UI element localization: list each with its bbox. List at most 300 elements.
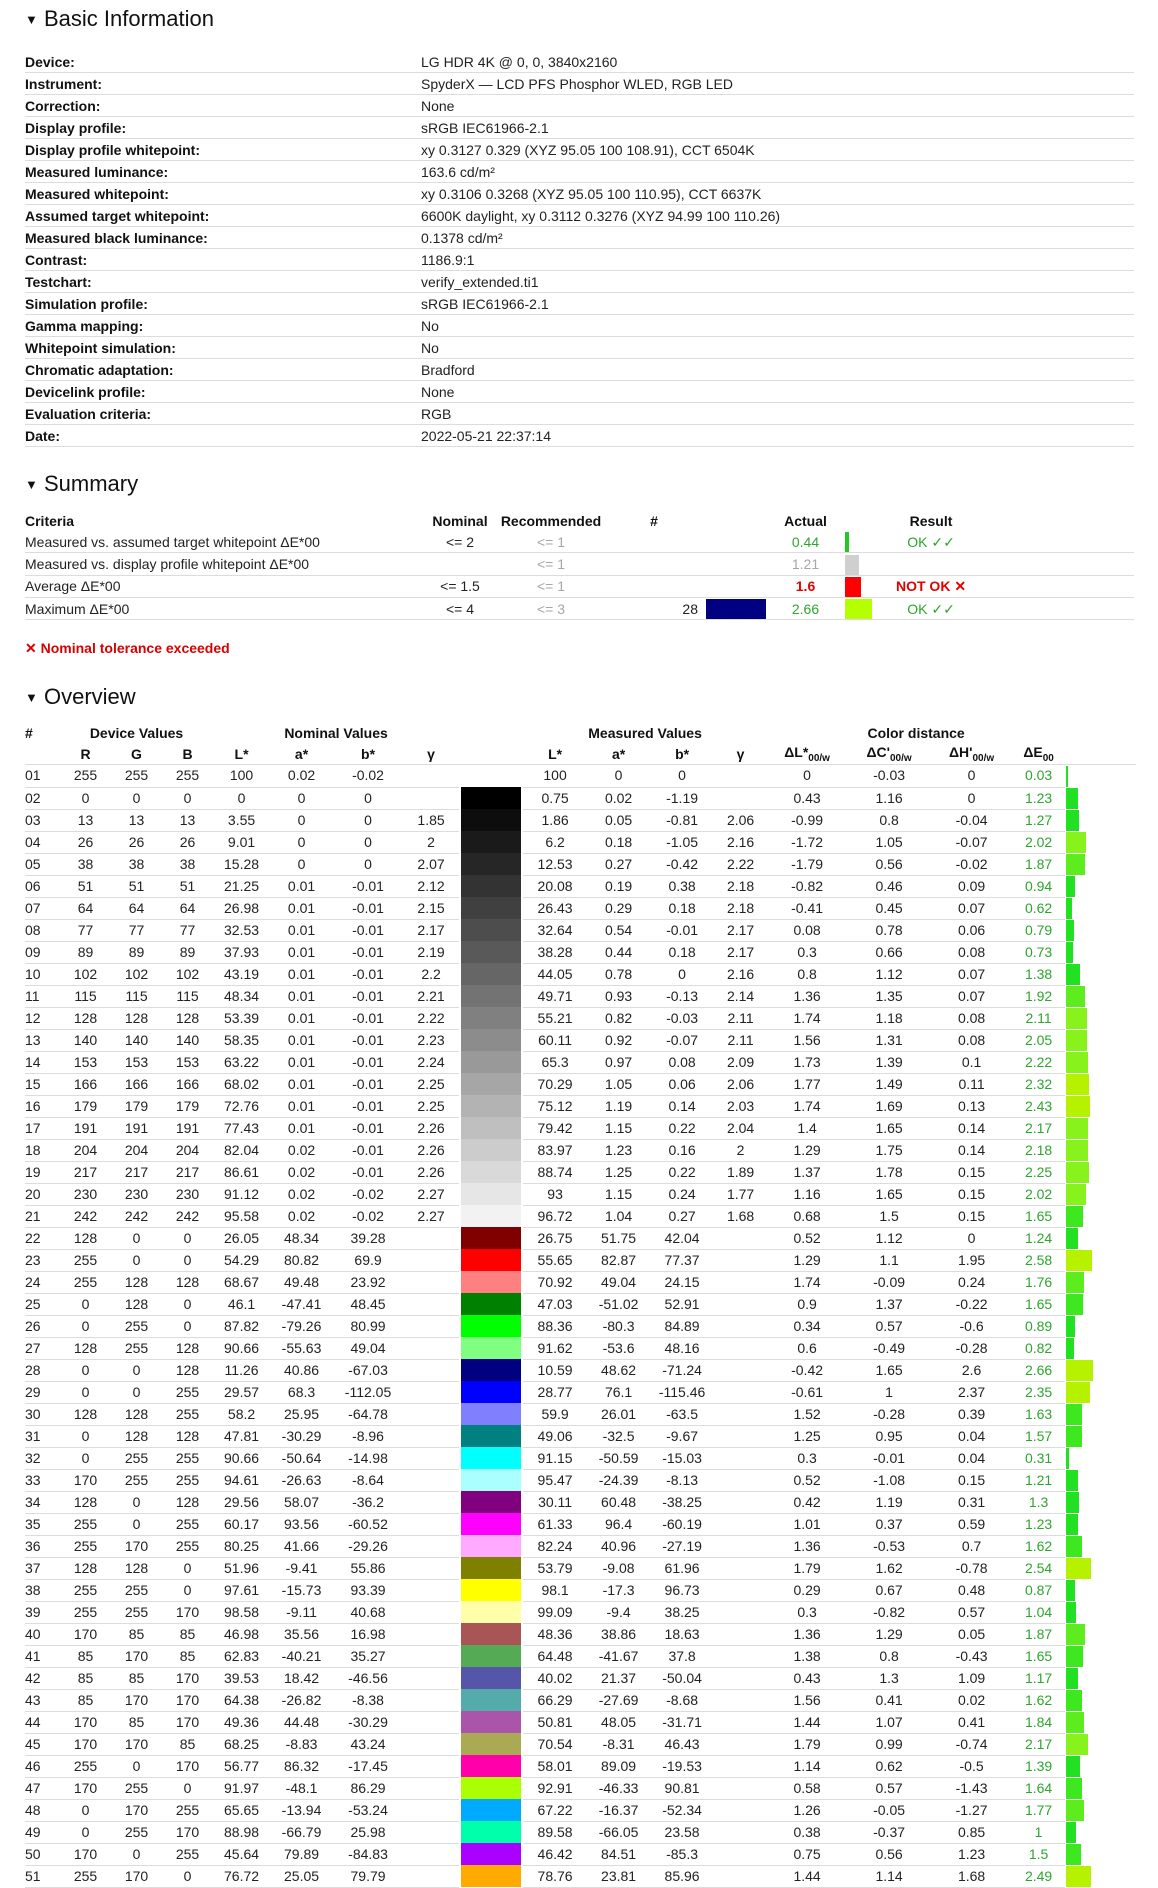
delta-l-cell: 0.38 (767, 1821, 847, 1843)
patch-row (25, 787, 1136, 809)
delta-l-cell: 0.68 (767, 1205, 847, 1227)
actual-bar-cell (845, 553, 882, 575)
g-cell: 255 (111, 1447, 162, 1469)
g-cell: 64 (111, 897, 162, 919)
delta-c-cell: 0.95 (847, 1425, 931, 1447)
delta-e-cell: 2.66 (1012, 1359, 1065, 1381)
measured-b-cell: 61.96 (650, 1557, 714, 1579)
measured-a-cell: 60.48 (587, 1491, 650, 1513)
nominal-b-cell: -60.52 (333, 1513, 403, 1535)
collapse-triangle-icon[interactable]: ▼ (25, 477, 38, 492)
measured-a-cell: 1.15 (587, 1117, 650, 1139)
index-cell: 46 (25, 1755, 60, 1777)
b-cell: 170 (162, 1711, 213, 1733)
recommended-cell: <= 1 (500, 575, 602, 597)
r-cell: 255 (60, 765, 111, 788)
criteria-cell: Maximum ΔE*00 (25, 597, 420, 619)
patch-swatch (459, 1161, 523, 1183)
measured-l-cell: 0.75 (523, 787, 587, 809)
delta-h-header: $\Delta H'_{00/w}$ (931, 743, 1012, 765)
measured-gamma-cell (714, 1271, 767, 1293)
delta-l-cell: 1.74 (767, 1007, 847, 1029)
delta-h-cell: 0.07 (931, 897, 1012, 919)
g-cell: 128 (111, 1425, 162, 1447)
delta-c-cell: 0.66 (847, 941, 931, 963)
g-cell: 128 (111, 1007, 162, 1029)
nominal-l-cell: 80.25 (213, 1535, 270, 1557)
g-cell: 38 (111, 853, 162, 875)
nominal-b-cell: -53.24 (333, 1799, 403, 1821)
nominal-b-cell: -0.01 (333, 1139, 403, 1161)
delta-h-cell: -1.27 (931, 1799, 1012, 1821)
nominal-b-cell: 55.86 (333, 1557, 403, 1579)
r-cell: 255 (60, 1755, 111, 1777)
nominal-b-cell: -0.02 (333, 765, 403, 788)
overview-heading[interactable] (25, 684, 1134, 710)
nominal-gamma-cell (403, 1865, 459, 1887)
delta-e-cell: 0.89 (1012, 1315, 1065, 1337)
swatch-fill (461, 1821, 521, 1843)
measured-gamma-cell (714, 1469, 767, 1491)
r-cell: 77 (60, 919, 111, 941)
delta-e-bar-cell (1065, 1799, 1136, 1821)
patch-swatch (459, 1645, 523, 1667)
r-cell: 13 (60, 809, 111, 831)
result-header: Result (909, 512, 953, 529)
collapse-triangle-icon[interactable]: ▼ (25, 12, 38, 27)
swatch-fill (461, 1447, 521, 1469)
delta-c-cell: 1 (847, 1381, 931, 1403)
nominal-b-cell: 48.45 (333, 1293, 403, 1315)
nominal-b-cell: 40.68 (333, 1601, 403, 1623)
worst-patch-swatch (706, 531, 766, 553)
delta-h-cell: 0.48 (931, 1579, 1012, 1601)
delta-e-bar (1066, 1822, 1076, 1843)
delta-e-bar-cell (1065, 875, 1136, 897)
nominal-cell: <= 2 (420, 531, 500, 553)
r-cell: 0 (60, 1359, 111, 1381)
index-cell: 20 (25, 1183, 60, 1205)
measured-l-cell: 47.03 (523, 1293, 587, 1315)
measured-a-cell: -46.33 (587, 1777, 650, 1799)
nominal-l-cell: 15.28 (213, 853, 270, 875)
patch-row (25, 897, 1136, 919)
delta-l-cell: 0.43 (767, 1667, 847, 1689)
overview-table (25, 722, 1136, 1888)
delta-e-cell: 0.87 (1012, 1579, 1065, 1601)
measured-gamma-cell (714, 1601, 767, 1623)
basic-info-row (25, 315, 1134, 337)
nominal-l-cell: 9.01 (213, 831, 270, 853)
swatch-fill (461, 1843, 521, 1865)
b-cell: 13 (162, 809, 213, 831)
measured-b-cell: 18.63 (650, 1623, 714, 1645)
delta-e-cell: 1.84 (1012, 1711, 1065, 1733)
delta-h-cell: -0.74 (931, 1733, 1012, 1755)
measured-a-cell: 0.78 (587, 963, 650, 985)
basic-info-label: Measured whitepoint: (25, 183, 421, 205)
actual-bar (845, 532, 849, 552)
delta-e-bar-cell (1065, 897, 1136, 919)
delta-e-bar (1066, 1272, 1084, 1293)
delta-h-cell: 0.15 (931, 1161, 1012, 1183)
nominal-a-cell: 25.95 (270, 1403, 333, 1425)
delta-c-cell: 0.45 (847, 897, 931, 919)
nominal-a-cell: 68.3 (270, 1381, 333, 1403)
nominal-a-cell: 18.42 (270, 1667, 333, 1689)
delta-e-cell: 2.22 (1012, 1051, 1065, 1073)
nominal-l-cell: 91.12 (213, 1183, 270, 1205)
patch-swatch (459, 1183, 523, 1205)
patch-row (25, 1601, 1136, 1623)
basic-info-row (25, 95, 1134, 117)
g-cell: 13 (111, 809, 162, 831)
delta-c-cell: -0.01 (847, 1447, 931, 1469)
measured-gamma-cell (714, 1359, 767, 1381)
delta-e-bar-cell (1065, 1227, 1136, 1249)
g-cell: 102 (111, 963, 162, 985)
r-cell: 0 (60, 1799, 111, 1821)
delta-e-bar (1066, 1096, 1090, 1117)
swatch-fill (461, 1183, 521, 1205)
delta-e-cell: 1.65 (1012, 1645, 1065, 1667)
delta-e-bar-cell (1065, 985, 1136, 1007)
measured-l-cell: 48.36 (523, 1623, 587, 1645)
basic-info-label: Gamma mapping: (25, 315, 421, 337)
nominal-l-cell: 64.38 (213, 1689, 270, 1711)
measured-gamma-cell (714, 1249, 767, 1271)
measured-a-cell: 0.19 (587, 875, 650, 897)
nominal-gamma-cell: 2 (403, 831, 459, 853)
measured-b-cell: 42.04 (650, 1227, 714, 1249)
measured-gamma-cell (714, 1865, 767, 1887)
delta-c-cell: -0.09 (847, 1271, 931, 1293)
delta-e-bar (1066, 1470, 1078, 1491)
delta-l-cell: 0.34 (767, 1315, 847, 1337)
delta-c-cell: 1.65 (847, 1183, 931, 1205)
summary-row (25, 575, 1134, 597)
r-cell: 128 (60, 1227, 111, 1249)
measured-a-cell: 0.97 (587, 1051, 650, 1073)
delta-h-cell: 0.7 (931, 1535, 1012, 1557)
nominal-gamma-cell (403, 787, 459, 809)
patch-swatch (459, 1337, 523, 1359)
nominal-gamma-cell (403, 765, 459, 788)
delta-e-bar-cell (1065, 1579, 1136, 1601)
actual-header: Actual (784, 512, 827, 529)
measured-l-cell: 70.29 (523, 1073, 587, 1095)
g-cell: 255 (111, 1601, 162, 1623)
measured-gamma-cell: 2.11 (714, 1007, 767, 1029)
nominal-b-cell: 0 (333, 787, 403, 809)
actual-cell: 1.6 (766, 575, 845, 597)
nominal-l-cell: 3.55 (213, 809, 270, 831)
measured-b-cell: -0.42 (650, 853, 714, 875)
patch-swatch (459, 1777, 523, 1799)
measured-a-cell: -66.05 (587, 1821, 650, 1843)
g-cell: 255 (111, 1469, 162, 1491)
measured-a-cell: 0.27 (587, 853, 650, 875)
patch-row (25, 1051, 1136, 1073)
nominal-a-cell: -79.26 (270, 1315, 333, 1337)
delta-e-bar-cell (1065, 1667, 1136, 1689)
delta-l-cell: 0.52 (767, 1227, 847, 1249)
nominal-l-cell: 86.61 (213, 1161, 270, 1183)
delta-e-bar (1066, 1558, 1091, 1579)
measured-gamma-cell (714, 1579, 767, 1601)
nominal-a-cell: -48.1 (270, 1777, 333, 1799)
measured-b-cell: 37.8 (650, 1645, 714, 1667)
patch-row (25, 1799, 1136, 1821)
delta-e-bar-cell (1065, 1029, 1136, 1051)
measured-l-cell: 28.77 (523, 1381, 587, 1403)
delta-l-cell: 0.3 (767, 941, 847, 963)
basic-info-row (25, 139, 1134, 161)
b-cell: 102 (162, 963, 213, 985)
r-cell: 0 (60, 787, 111, 809)
nominal-l-cell: 26.98 (213, 897, 270, 919)
swatch-fill (461, 1733, 521, 1755)
measured-gamma-cell: 1.89 (714, 1161, 767, 1183)
delta-e-cell: 1.77 (1012, 1799, 1065, 1821)
patch-swatch (459, 1271, 523, 1293)
count-cell (602, 531, 706, 553)
delta-e-bar-cell (1065, 1513, 1136, 1535)
measured-gamma-cell (714, 1777, 767, 1799)
nominal-l-cell: 29.56 (213, 1491, 270, 1513)
nominal-gamma-cell (403, 1403, 459, 1425)
nominal-l-cell: 98.58 (213, 1601, 270, 1623)
nominal-l-cell: 37.93 (213, 941, 270, 963)
r-cell: 153 (60, 1051, 111, 1073)
delta-e-cell: 1.24 (1012, 1227, 1065, 1249)
swatch-col-header (459, 743, 523, 765)
delta-l-cell: 1.36 (767, 1535, 847, 1557)
r-cell: 128 (60, 1557, 111, 1579)
swatch-fill (461, 1469, 521, 1491)
nominal-b-cell: -0.01 (333, 1161, 403, 1183)
patch-row (25, 1007, 1136, 1029)
nominal-gamma-cell: 2.07 (403, 853, 459, 875)
delta-e-bar-cell (1065, 1073, 1136, 1095)
delta-e-bar (1066, 1030, 1087, 1051)
bar-spacer-header (1065, 722, 1136, 743)
b-cell: 128 (162, 1337, 213, 1359)
index-cell: 02 (25, 787, 60, 809)
delta-h-cell: 0.08 (931, 941, 1012, 963)
basic-info-label: Devicelink profile: (25, 381, 421, 403)
nominal-gamma-cell (403, 1425, 459, 1447)
measured-gamma-cell: 2.18 (714, 897, 767, 919)
nominal-l-cell: 62.83 (213, 1645, 270, 1667)
nominal-a-cell: 0.02 (270, 1205, 333, 1227)
r-cell: 255 (60, 1579, 111, 1601)
measured-l-cell: 96.72 (523, 1205, 587, 1227)
delta-c-cell: -1.08 (847, 1469, 931, 1491)
count-cell (602, 575, 706, 597)
delta-c-cell: 1.65 (847, 1359, 931, 1381)
measured-b-cell: -31.71 (650, 1711, 714, 1733)
measured-a-cell: 26.01 (587, 1403, 650, 1425)
recommended-header: Recommended (500, 512, 602, 529)
nominal-a-cell: 0 (270, 809, 333, 831)
delta-l-header: $\Delta L*_{00/w}$ (767, 743, 847, 765)
delta-e-bar-cell (1065, 1733, 1136, 1755)
b-cell: 255 (162, 1799, 213, 1821)
patch-row (25, 1821, 1136, 1843)
measured-l-cell: 75.12 (523, 1095, 587, 1117)
basic-info-row (25, 293, 1134, 315)
measured-b-header: b* (650, 743, 714, 765)
patch-swatch (459, 1865, 523, 1887)
patch-row (25, 1315, 1136, 1337)
basic-info-row (25, 161, 1134, 183)
actual-cell: 2.66 (766, 597, 845, 619)
basic-info-value: 2022-05-21 22:37:14 (421, 425, 1134, 447)
delta-e-bar (1066, 1492, 1079, 1513)
delta-h-cell: 0.14 (931, 1117, 1012, 1139)
index-cell: 32 (25, 1447, 60, 1469)
actual-bar (845, 577, 861, 597)
basic-info-row (25, 337, 1134, 359)
measured-gamma-cell: 2.06 (714, 809, 767, 831)
measured-gamma-cell (714, 1293, 767, 1315)
basic-info-value: sRGB IEC61966-2.1 (421, 117, 1134, 139)
measured-gamma-cell (714, 787, 767, 809)
measured-a-cell: -80.3 (587, 1315, 650, 1337)
result-cell: OK ✓✓ (882, 531, 980, 553)
r-cell: 255 (60, 1249, 111, 1271)
nominal-gamma-cell (403, 1557, 459, 1579)
nominal-b-cell: 35.27 (333, 1645, 403, 1667)
worst-patch-swatch (706, 553, 766, 575)
delta-h-cell: 0.13 (931, 1095, 1012, 1117)
actual-bar-cell (845, 597, 882, 619)
patch-row (25, 1491, 1136, 1513)
swatch-fill (461, 1755, 521, 1777)
summary-heading[interactable] (25, 471, 1134, 497)
delta-l-cell: 1.56 (767, 1029, 847, 1051)
measured-a-cell: 0 (587, 765, 650, 788)
r-cell: 85 (60, 1645, 111, 1667)
measured-l-cell: 58.01 (523, 1755, 587, 1777)
delta-c-cell: 0.41 (847, 1689, 931, 1711)
index-cell: 34 (25, 1491, 60, 1513)
measured-gamma-cell (714, 1315, 767, 1337)
nominal-l-cell: 97.61 (213, 1579, 270, 1601)
delta-e-bar (1066, 1206, 1083, 1227)
measured-b-cell: 52.91 (650, 1293, 714, 1315)
basic-info-value: No (421, 337, 1134, 359)
nominal-b-cell: -0.01 (333, 1007, 403, 1029)
measured-gamma-cell (714, 1425, 767, 1447)
swatch-fill (461, 1711, 521, 1733)
patch-swatch (459, 1249, 523, 1271)
measured-l-cell: 40.02 (523, 1667, 587, 1689)
measured-gamma-cell (714, 765, 767, 788)
nominal-a-cell: 79.89 (270, 1843, 333, 1865)
index-cell: 08 (25, 919, 60, 941)
g-cell: 128 (111, 1271, 162, 1293)
patch-swatch (459, 1425, 523, 1447)
index-cell: 44 (25, 1711, 60, 1733)
patch-row (25, 919, 1136, 941)
delta-e-cell: 1.92 (1012, 985, 1065, 1007)
measured-l-cell: 88.36 (523, 1315, 587, 1337)
nominal-a-cell: 40.86 (270, 1359, 333, 1381)
delta-e-cell: 1.63 (1012, 1403, 1065, 1425)
b-cell: 77 (162, 919, 213, 941)
delta-e-bar-cell (1065, 1337, 1136, 1359)
delta-e-bar-cell (1065, 1865, 1136, 1887)
measured-b-cell: 0.18 (650, 897, 714, 919)
delta-e-bar-cell (1065, 1689, 1136, 1711)
measured-a-cell: 82.87 (587, 1249, 650, 1271)
b-cell: 191 (162, 1117, 213, 1139)
nominal-l-cell: 58.35 (213, 1029, 270, 1051)
b-cell: 0 (162, 1777, 213, 1799)
summary-header-row (25, 510, 1134, 531)
patch-swatch (459, 1491, 523, 1513)
delta-h-cell: 0.08 (931, 1007, 1012, 1029)
delta-c-cell: 0.56 (847, 1843, 931, 1865)
basic-info-label: Evaluation criteria: (25, 403, 421, 425)
nominal-b-cell: -0.01 (333, 1117, 403, 1139)
nominal-a-cell: -8.83 (270, 1733, 333, 1755)
collapse-triangle-icon[interactable]: ▼ (25, 690, 38, 706)
measured-b-cell: 0.38 (650, 875, 714, 897)
basic-info-heading[interactable] (25, 6, 1134, 32)
g-cell: 170 (111, 1799, 162, 1821)
nominal-b-cell: 49.04 (333, 1337, 403, 1359)
patch-swatch (459, 1711, 523, 1733)
b-cell: 230 (162, 1183, 213, 1205)
delta-e-cell: 1.65 (1012, 1293, 1065, 1315)
g-cell: 0 (111, 1227, 162, 1249)
nominal-a-cell: -30.29 (270, 1425, 333, 1447)
delta-e-cell: 0.79 (1012, 919, 1065, 941)
nominal-a-cell: 41.66 (270, 1535, 333, 1557)
swatch-fill (461, 1117, 521, 1139)
swatch-fill (461, 1051, 521, 1073)
measured-a-cell: 89.09 (587, 1755, 650, 1777)
swatch-fill (461, 1425, 521, 1447)
delta-c-cell: 1.5 (847, 1205, 931, 1227)
nominal-gamma-cell (403, 1249, 459, 1271)
nominal-b-cell: 25.98 (333, 1821, 403, 1843)
index-cell: 28 (25, 1359, 60, 1381)
index-cell: 27 (25, 1337, 60, 1359)
patch-row (25, 1645, 1136, 1667)
b-cell: 89 (162, 941, 213, 963)
nominal-l-cell: 90.66 (213, 1447, 270, 1469)
delta-l-cell: -0.61 (767, 1381, 847, 1403)
delta-c-cell: 1.49 (847, 1073, 931, 1095)
delta-c-cell: -0.82 (847, 1601, 931, 1623)
delta-e-bar-cell (1065, 1403, 1136, 1425)
measured-a-cell: 1.15 (587, 1183, 650, 1205)
b-cell: 64 (162, 897, 213, 919)
measured-b-cell: 38.25 (650, 1601, 714, 1623)
measured-gamma-cell (714, 1689, 767, 1711)
nominal-gamma-cell (403, 1601, 459, 1623)
measured-l-header: L* (523, 743, 587, 765)
delta-l-cell: 1.77 (767, 1073, 847, 1095)
nominal-l-cell: 63.22 (213, 1051, 270, 1073)
r-cell: 0 (60, 1293, 111, 1315)
b-cell: 170 (162, 1689, 213, 1711)
nominal-gamma-cell (403, 1579, 459, 1601)
